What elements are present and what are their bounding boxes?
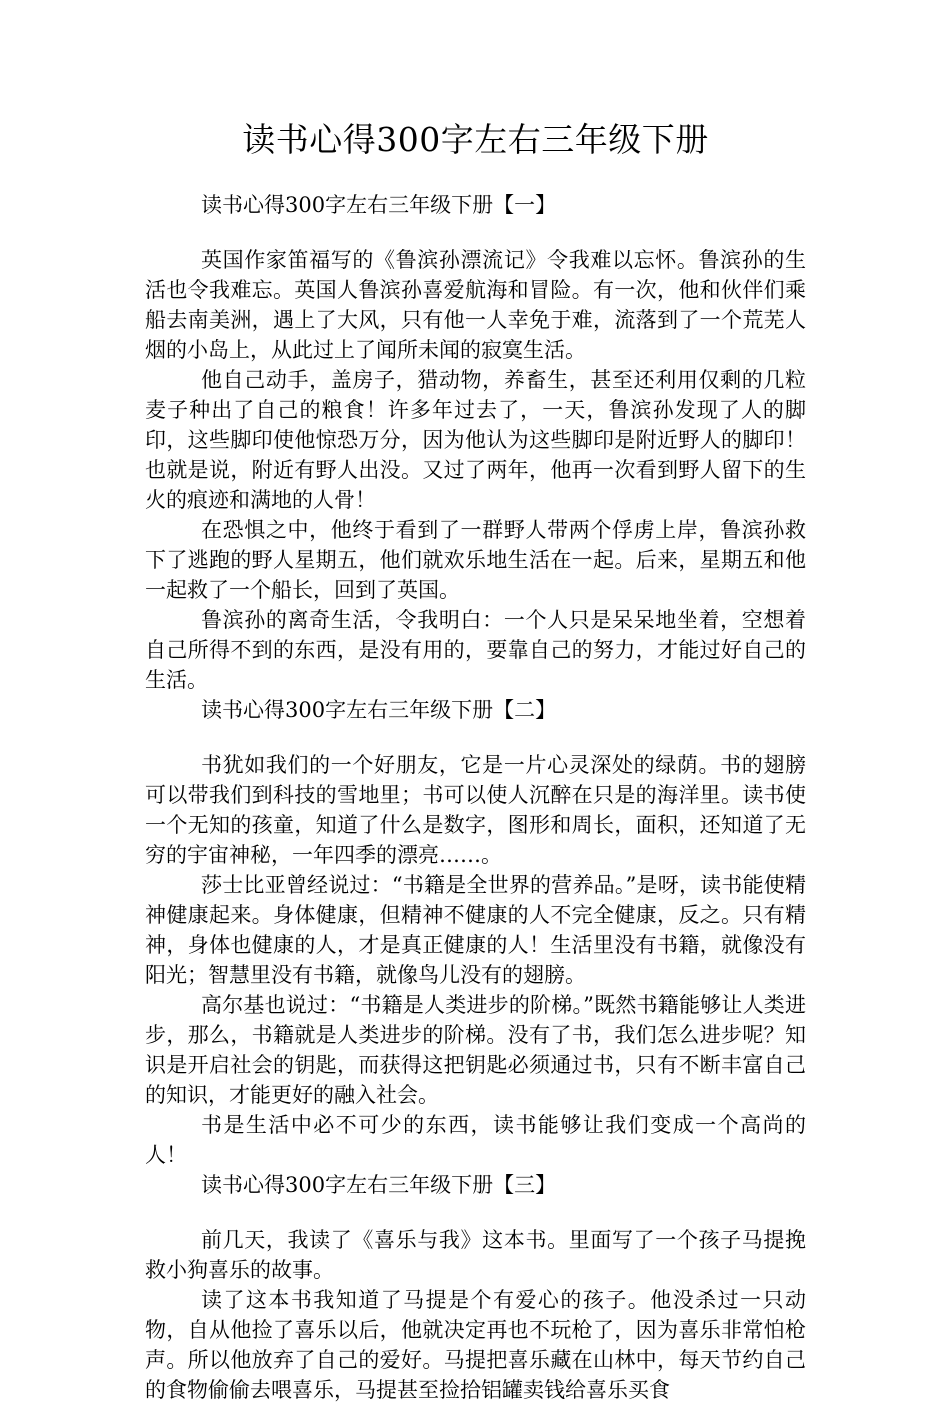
paragraph: 他自己动手，盖房子，猎动物，养畜生，甚至还利用仅剩的几粒麦子种出了自己的粮食！许多年过去了，一天，鲁滨孙发现了人的脚印，这些脚印使他惊恐万分，因为他认为这些脚印是附近野人的脚印！也就是说，附近有野人出没。又过了两年，他再一次看到野人留下的生火的痕迹和满地的人骨！ (145, 368, 806, 512)
section-heading: 读书心得300字左右三年级下册【二】 (201, 698, 557, 722)
paragraph: 高尔基也说过：“书籍是人类进步的阶梯。”既然书籍能够让人类进步，那么，书籍就是人类进步的阶梯。没有了书，我们怎么进步呢？知识是开启社会的钥匙，而获得这把钥匙必须通过书，只有不断丰富自己的知识，才能更好的融入社会。 (145, 993, 806, 1107)
paragraph: 莎士比亚曾经说过：“书籍是全世界的营养品。”是呀，读书能使精神健康起来。身体健康，但精神不健康的人不完全健康，反之。只有精神，身体也健康的人，才是真正健康的人！生活里没有书籍，就像没有阳光；智慧里没有书籍，就像鸟儿没有的翅膀。 (145, 873, 806, 987)
section-spacer (145, 220, 806, 245)
paragraph: 前几天，我读了《喜乐与我》这本书。里面写了一个孩子马提挽救小狗喜乐的故事。 (145, 1228, 806, 1282)
paragraph: 书犹如我们的一个好朋友，它是一片心灵深处的绿荫。书的翅膀可以带我们到科技的雪地里；书可以使人沉醉在只是的海洋里。读书使一个无知的孩童，知道了什么是数字，图形和周长，面积，还知道了无穷的宇宙神秘，一年四季的漂亮……。 (145, 753, 806, 867)
section-1 (145, 190, 806, 695)
section-2 (145, 695, 806, 1170)
paragraph: 英国作家笛福写的《鲁滨孙漂流记》令我难以忘怀。鲁滨孙的生活也令我难忘。英国人鲁滨孙喜爱航海和冒险。有一次，他和伙伴们乘船去南美洲，遇上了大风，只有他一人幸免于难，流落到了一个荒芜人烟的小岛上，从此过上了闻所未闻的寂寞生活。 (145, 248, 806, 362)
paragraph: 读了这本书我知道了马提是个有爱心的孩子。他没杀过一只动物，自从他捡了喜乐以后，他就决定再也不玩枪了，因为喜乐非常怕枪声。所以他放弃了自己的爱好。马提把喜乐藏在山林中，每天节约自己的食物偷偷去喂喜乐，马提甚至捡拾铝罐卖钱给喜乐买食 (145, 1288, 806, 1402)
section-heading: 读书心得300字左右三年级下册【一】 (201, 193, 557, 217)
document-page (145, 118, 806, 1405)
section-spacer (145, 1200, 806, 1225)
section-3 (145, 1170, 806, 1405)
document-title: 读书心得300字左右三年级下册 (242, 120, 709, 159)
section-spacer (145, 725, 806, 750)
paragraph: 书是生活中必不可少的东西，读书能够让我们变成一个高尚的人！ (145, 1113, 806, 1167)
paragraph: 鲁滨孙的离奇生活，令我明白：一个人只是呆呆地坐着，空想着自己所得不到的东西，是没有用的，要靠自己的努力，才能过好自己的生活。 (145, 608, 806, 692)
paragraph: 在恐惧之中，他终于看到了一群野人带两个俘虏上岸，鲁滨孙救下了逃跑的野人星期五，他们就欢乐地生活在一起。后来，星期五和他一起救了一个船长，回到了英国。 (145, 518, 806, 602)
section-heading: 读书心得300字左右三年级下册【三】 (201, 1173, 557, 1197)
